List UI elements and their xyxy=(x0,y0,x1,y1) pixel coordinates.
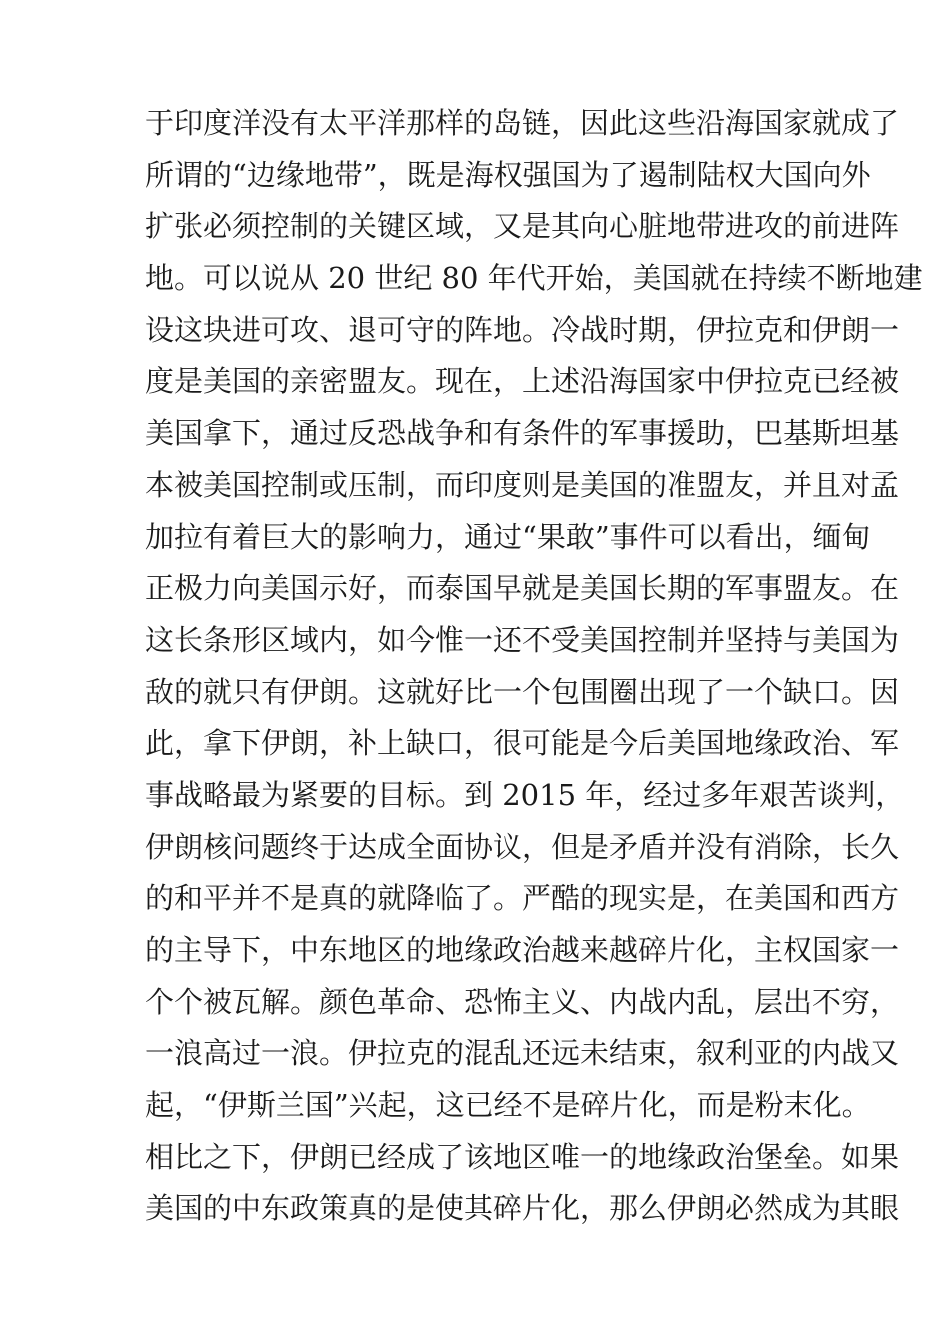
text-line: 地。可以说从 20 世纪 80 年代开始，美国就在持续不断地建 xyxy=(145,261,923,296)
text-line: 度是美国的亲密盟友。现在，上述沿海国家中伊拉克已经被 xyxy=(145,364,900,399)
text-line: 扩张必须控制的关键区域，又是其向心脏地带进攻的前进阵 xyxy=(145,209,900,244)
text-line: 的主导下，中东地区的地缘政治越来越碎片化，主权国家一 xyxy=(145,933,900,967)
text-line: 一浪高过一浪。伊拉克的混乱还远未结束，叙利亚的内战又 xyxy=(145,1036,900,1071)
text-line: 美国的中东政策真的是使其碎片化，那么伊朗必然成为其眼 xyxy=(145,1191,900,1226)
text-line: 设这块进可攻、退可守的阵地。冷战时期，伊拉克和伊朗一 xyxy=(145,312,900,347)
text-line: 所谓的“边缘地带”，既是海权强国为了遏制陆权大国向外 xyxy=(145,157,871,192)
text-line: 伊朗核问题终于达成全面协议，但是矛盾并没有消除，长久 xyxy=(145,829,900,864)
text-line: 敌的就只有伊朗。这就好比一个包围圈出现了一个缺口。因 xyxy=(145,674,900,709)
text-line: 此，拿下伊朗，补上缺口，很可能是今后美国地缘政治、军 xyxy=(145,726,900,761)
text-line: 的和平并不是真的就降临了。严酷的现实是，在美国和西方 xyxy=(145,881,900,916)
text-line: 美国拿下，通过反恐战争和有条件的军事援助，巴基斯坦基 xyxy=(145,416,900,451)
text-line: 本被美国控制或压制，而印度则是美国的准盟友，并且对孟 xyxy=(145,467,900,502)
text-line: 于印度洋没有太平洋那样的岛链，因此这些沿海国家就成了 xyxy=(145,106,900,140)
text-line: 起，“伊斯兰国”兴起，这已经不是碎片化，而是粉末化。 xyxy=(145,1088,871,1123)
text-line: 相比之下，伊朗已经成了该地区唯一的地缘政治堡垒。如果 xyxy=(145,1139,900,1174)
text-line: 这长条形区域内，如今惟一还不受美国控制并坚持与美国为 xyxy=(145,622,900,657)
body-text xyxy=(145,98,923,1235)
text-line: 个个被瓦解。颜色革命、恐怖主义、内战内乱，层出不穷， xyxy=(145,984,900,1019)
text-line: 加拉有着巨大的影响力，通过“果敢”事件可以看出，缅甸 xyxy=(145,519,871,554)
text-line: 正极力向美国示好，而泰国早就是美国长期的军事盟友。在 xyxy=(145,571,900,606)
text-line: 事战略最为紧要的目标。到 2015 年，经过多年艰苦谈判， xyxy=(145,777,905,812)
